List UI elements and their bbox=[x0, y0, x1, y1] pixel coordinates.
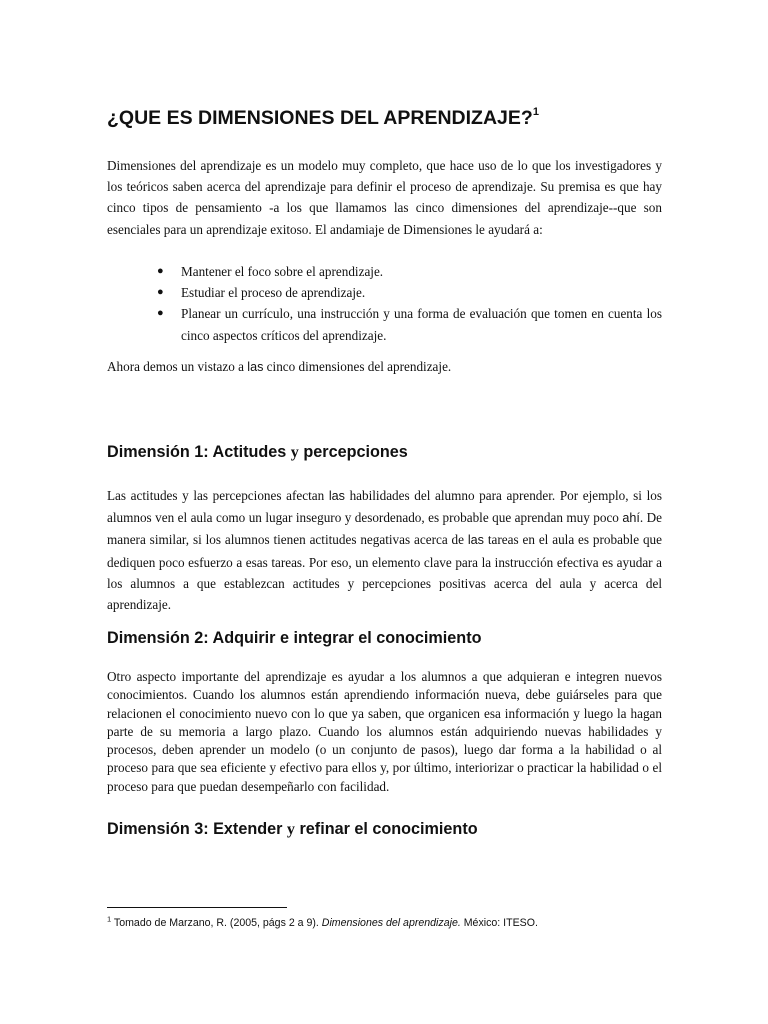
dimension-1-heading-end: percepciones bbox=[298, 443, 408, 461]
dimension-2-paragraph: Otro aspecto importante del aprendizaje es ayudar a los alumnos a que adquieran e integren nuevos conocimientos. Cuando los alumnos están aprendiendo información nueva, debe guiárseles para que relacionen el conocimiento nuevo con lo que ya saben, que organicen esa información y luego la hagan parte de su memoria a largo plazo. Cuando los alumnos están adquiriendo nuevas habilidades y procesos, deben aprender un modelo (o un conjunto de pasos), luego dar forma a la habilidad o al proceso para que sea eficiente y efectivo para ellos y, por último, interiorizar o practicar la habilidad o el proceso para que puedan desempeñarlo con facilidad. bbox=[107, 669, 662, 794]
bullet-list bbox=[107, 261, 662, 346]
list-item bbox=[107, 261, 662, 282]
dimension-1-paragraph bbox=[107, 485, 662, 615]
list-item bbox=[107, 282, 662, 303]
dimension-1-heading-start: Dimensión 1: Actitudes bbox=[107, 443, 291, 461]
bullet-icon: ● bbox=[157, 286, 164, 299]
footnote-text-start: Tomado de Marzano, R. (2005, págs 2 a 9). bbox=[111, 917, 322, 929]
footnote-mark: 1 bbox=[107, 914, 112, 924]
dimension-1-text-part: tareas en el aula es probable que dediquen poco esfuerzo a esas tareas. Por eso, un elemento clave para la instrucción efectiva es ayudar a los alumnos a que establezcan actitudes y percepciones positivas acerca del aula y acerca del aprendizaje. bbox=[107, 532, 662, 613]
title-footnote-mark: 1 bbox=[532, 105, 539, 118]
footnote-text-end: México: ITESO. bbox=[460, 917, 538, 929]
list-item-text: Planear un currículo, una instrucción y una forma de evaluación que tomen en cuenta los cinco aspectos críticos del aprendizaje. bbox=[181, 306, 662, 343]
bullet-icon: ● bbox=[157, 265, 164, 277]
transition-text-start: Ahora demos un vistazo a bbox=[107, 359, 248, 374]
dimension-1-sans-word: las bbox=[467, 533, 484, 548]
list-item-text: Estudiar el proceso de aprendizaje. bbox=[181, 285, 366, 301]
dimension-3-heading-end: refinar el conocimiento bbox=[295, 820, 478, 838]
footnote-separator bbox=[107, 907, 287, 908]
transition-paragraph bbox=[107, 356, 662, 378]
dimension-3-heading-start: Dimensión 3: Extender bbox=[107, 820, 287, 838]
document-page bbox=[107, 0, 662, 1024]
footnote-book-title: Dimensiones del aprendizaje. bbox=[321, 917, 461, 929]
dimension-3-heading-conjunction: y bbox=[286, 820, 295, 838]
dimension-1-heading bbox=[107, 443, 408, 462]
dimension-1-text-part: Las actitudes y las percepciones afectan bbox=[107, 488, 329, 503]
list-item-text: Mantener el foco sobre el aprendizaje. bbox=[181, 264, 384, 279]
intro-paragraph: Dimensiones del aprendizaje es un modelo muy completo, que hace uso de lo que los investigadores y los teóricos saben acerca del aprendizaje para definir el proceso de aprendizaje. Su premisa es que hay cinco tipos de pensamiento -a los que llamamos las cinco dimensiones del aprendizaje--que son esenciales para un aprendizaje exitoso. El andamiaje de Dimensiones le ayudará a: bbox=[107, 158, 662, 237]
dimension-1-text-part: habilidades del alumno para aprender. Por ejemplo, si los alumnos ven el aula como un lugar inseguro y desordenado, es probable que aprendan muy poco bbox=[107, 488, 662, 526]
dimension-1-sans-word: las bbox=[328, 489, 345, 503]
bullet-icon: ● bbox=[157, 307, 164, 320]
transition-highlight-word: las bbox=[247, 360, 264, 374]
transition-text-end: cinco dimensiones del aprendizaje. bbox=[263, 359, 452, 374]
footnote bbox=[107, 914, 538, 932]
dimension-1-text-part: . De manera similar, si los alumnos tienen actitudes negativas acerca de bbox=[107, 510, 662, 548]
dimension-2-heading: Dimensión 2: Adquirir e integrar el conocimiento bbox=[107, 629, 482, 647]
dimension-1-heading-conjunction: y bbox=[290, 443, 299, 461]
page-title bbox=[107, 107, 539, 130]
list-item bbox=[107, 303, 662, 345]
dimension-1-sans-word: ahí bbox=[622, 511, 640, 526]
page-title-text: ¿QUE ES DIMENSIONES DEL APRENDIZAJE? bbox=[107, 107, 533, 129]
dimension-3-heading bbox=[107, 820, 478, 839]
